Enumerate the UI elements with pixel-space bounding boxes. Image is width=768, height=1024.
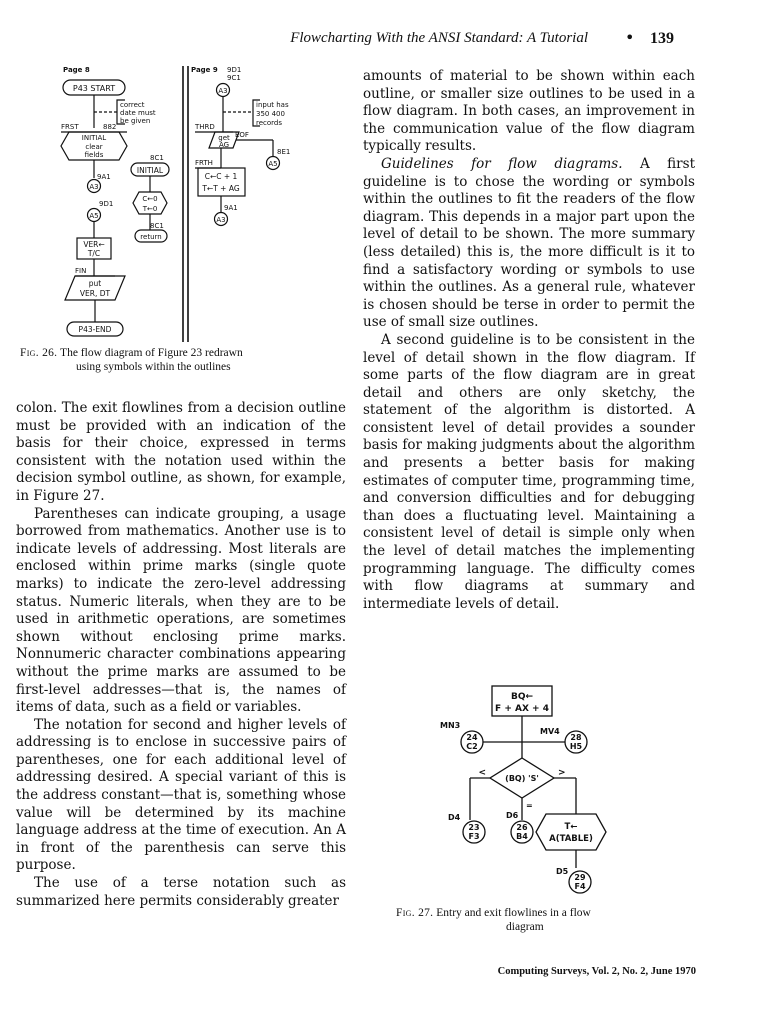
terminal-end-label: P43-END	[78, 325, 112, 334]
process-text: C←C + 1	[204, 172, 238, 181]
decision-text: (BQ) 'S'	[505, 774, 539, 783]
exit-label-greater: >	[558, 768, 566, 778]
caption-text: The flow diagram of Figure 23 redrawn	[60, 347, 243, 359]
page9-label: Page 9	[191, 66, 218, 74]
connector-label-bottom: H5	[569, 742, 583, 751]
io-text: put	[88, 279, 102, 288]
entry-label: FIN	[75, 267, 87, 275]
connector-label-bottom: B4	[516, 832, 528, 841]
hexagon-text: fields	[84, 151, 104, 159]
entry-label: D5	[556, 867, 569, 876]
connector-label-bottom: C2	[466, 742, 478, 751]
paragraph: The use of a terse notation such as summarized here permits considerably greater	[16, 875, 346, 909]
reference-label: 8C1	[150, 154, 164, 162]
comment-text: correct	[120, 101, 145, 109]
page-number: 139	[650, 30, 674, 47]
paragraph: colon. The exit flowlines from a decision outline must be provided with an indication of the basis for their choice, expressed in terms consistent with the notation used within the decision symbol outline, as shown, for example, in Figure 27.	[16, 400, 346, 504]
hexagon-text: A(TABLE)	[549, 834, 593, 844]
entry-label: D6	[506, 811, 519, 820]
paragraph: The notation for second and higher levels of addressing is to enclose in successive pairs of parentheses, one for each additional level of addressing desired. A special variant of this is the address constant—that is, something whose value will be determined by its machine language address at the time of execution. An A in front of the parenthesis can serve this purpose.	[16, 716, 346, 874]
entry-label: D4	[448, 813, 461, 822]
caption-label: Fig. 26.	[20, 347, 58, 359]
reference-label: 9A1	[224, 204, 238, 212]
reference-label: 9D1	[227, 66, 242, 74]
header-bullet: •	[625, 28, 635, 47]
journal-footer: Computing Surveys, Vol. 2, No. 2, June 1970	[497, 966, 696, 977]
preparation-hexagon	[536, 814, 606, 850]
reference-label: 8C1	[150, 222, 164, 230]
exit-label-equal: =	[526, 801, 533, 810]
paragraph-guidelines	[363, 156, 695, 332]
connector-label-top: 29	[574, 873, 586, 882]
terminal-initial-label: INITIAL	[136, 166, 164, 175]
entry-label: MV4	[540, 727, 560, 736]
figure-27-caption	[396, 906, 696, 934]
connector-label: A5	[268, 160, 278, 168]
entry-label: THRD	[195, 123, 215, 131]
connector-label: A3	[218, 87, 228, 95]
caption-text-line2: using symbols within the outlines	[76, 361, 231, 373]
terminal-start-label: P43 START	[72, 84, 116, 93]
connector-label: A3	[89, 183, 99, 191]
page8-label: Page 8	[63, 66, 90, 74]
process-text: T/C	[87, 249, 101, 258]
figure-27-flow-diagram	[440, 680, 610, 902]
connector-label-top: 26	[516, 823, 528, 832]
comment-text: 350 400	[256, 110, 285, 118]
hexagon-text: INITIAL	[81, 134, 107, 142]
reference-label: 9D1	[99, 200, 114, 208]
reference-label: 9A1	[97, 173, 111, 181]
process-text: F + AX + 4	[495, 704, 549, 714]
left-column	[16, 400, 346, 910]
connector-label-top: 24	[466, 733, 478, 742]
run-in-heading: Guidelines for flow diagrams.	[381, 155, 623, 172]
hexagon-text: clear	[85, 143, 103, 151]
running-head	[0, 30, 768, 54]
connector-label-top: 23	[468, 823, 480, 832]
connector-label-bottom: F3	[468, 832, 480, 841]
entry-label: FRTH	[195, 159, 213, 167]
reference-label: 8E1	[277, 148, 291, 156]
connector-label-top: 28	[570, 733, 582, 742]
hexagon-text: C←0	[142, 195, 158, 203]
running-title: Flowcharting With the ANSI Standard: A Tutorial	[290, 30, 588, 46]
comment-text: input has	[256, 101, 289, 109]
process-text: BQ←	[510, 692, 534, 702]
paragraph: Parentheses can indicate grouping, a usage borrowed from mathematics. Another use is to indicate levels of addressing. Most literals are enclosed within prime marks (single quote marks) to indicate the zero-level addressing status. Numeric literals, when they are to be used in arithmetic operations, are sometimes shown without enclosing prime marks. Nonnumeric character combinations appearing without the prime marks are assumed to be first-level addresses—that is, the names of items of data, such as a field or variables.	[16, 505, 346, 716]
hexagon-text: T←	[564, 822, 578, 832]
reference-label: 882	[103, 123, 117, 131]
comment-text: date must	[120, 109, 156, 117]
process-text: T←T + AG	[202, 184, 240, 193]
paragraph-text: A first guideline is to chose the wording or symbols within the outlines to fit the readers of the flow diagram. This depends in a major part upon the level of detail to be shown. The more summary (less detailed) this is, the more difficult is it to find a satisfactory wording or symbols to use within the outlines. As a general rule, whatever is chosen should be terse in order to permit the use of small size outlines.	[363, 155, 695, 331]
connector-label: A5	[89, 212, 99, 220]
terminal-return-label: return	[140, 233, 162, 241]
exit-label-less: <	[478, 768, 486, 778]
figure-26-flow-diagram	[55, 60, 355, 345]
comment-text: records	[256, 119, 283, 127]
io-text: VER, DT	[79, 289, 111, 298]
reference-label: 9C1	[227, 74, 241, 82]
comment-text: be given	[120, 117, 151, 125]
entry-label: FRST	[61, 123, 79, 131]
figure-26-caption	[20, 346, 355, 374]
caption-label: Fig. 27.	[396, 907, 434, 919]
io-text: AG	[218, 141, 230, 149]
connector-label: A3	[216, 216, 226, 224]
entry-label: MN3	[440, 721, 461, 730]
exit-label: EOF	[235, 131, 249, 139]
hexagon-text: T←0	[142, 205, 158, 213]
io-text: get	[218, 134, 230, 142]
caption-text-line2: diagram	[506, 921, 544, 933]
connector-label-bottom: F4	[574, 882, 586, 891]
caption-text: Entry and exit flowlines in a flow	[436, 907, 591, 919]
right-column	[363, 68, 695, 613]
paragraph: A second guideline is to be consistent in the level of detail shown in the flow diagram. If some parts of the flow diagram are in great detail and others are only sketchy, the statement of the algorithm is distorted. A consistent level of detail provides a sounder basis for making judgments about the algorithm and presents a better basis for making estimates of computer time, programming time, and conversion difficulties and for debugging than does a fluctuating level. Maintaining a consistent level of detail is simple only when the level of detail matches the implementing programming language. The difficulty comes with flow diagrams at summary and intermediate levels of detail.	[363, 331, 695, 612]
paragraph: amounts of material to be shown within each outline, or smaller size outlines to be used in a flow diagram. In both cases, an improvement in the communication value of the flow diagram typically results.	[363, 68, 695, 155]
process-text: VER←	[83, 240, 105, 249]
